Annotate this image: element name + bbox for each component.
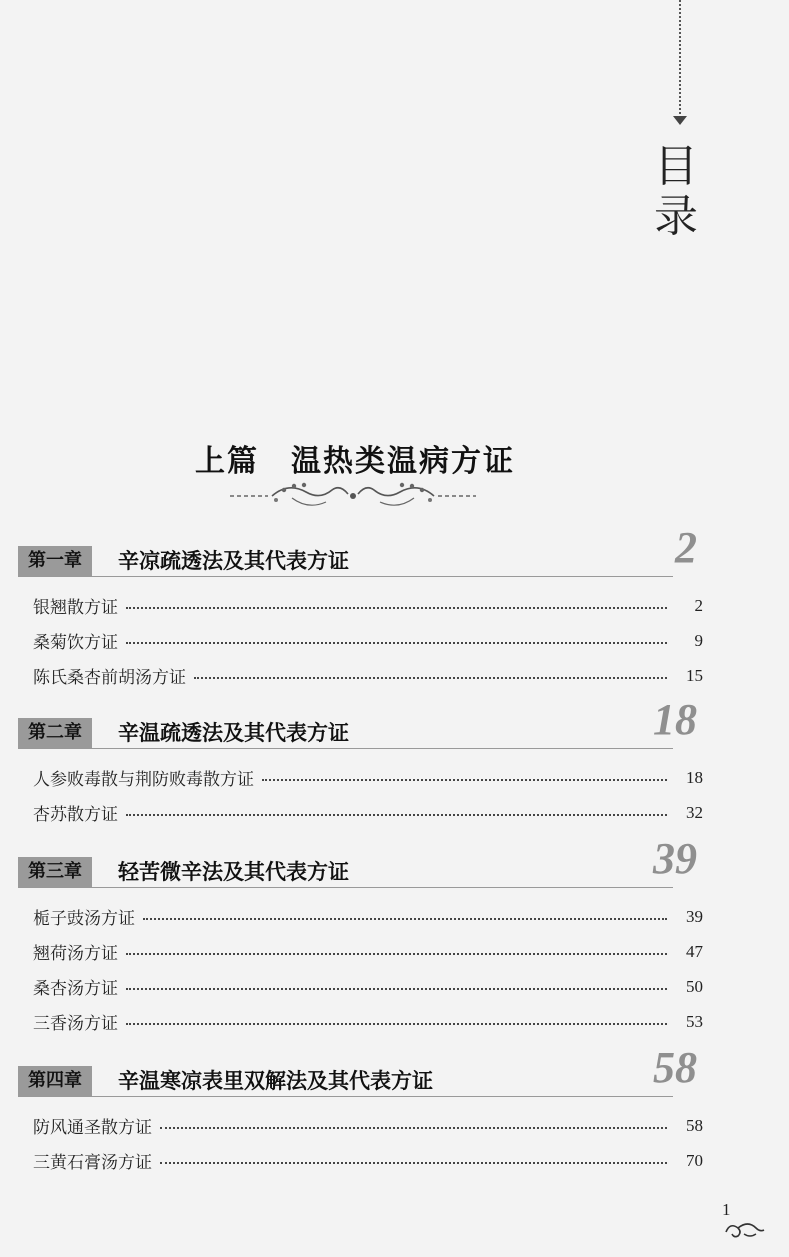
dot-leader: [126, 642, 667, 644]
entry-page: 15: [686, 665, 703, 685]
entry-page: 58: [686, 1115, 703, 1135]
chapter-2: [18, 695, 703, 830]
entry-page: 50: [686, 976, 703, 996]
entry-page: 70: [686, 1150, 703, 1170]
entry-title: 防风通圣散方证: [33, 1118, 152, 1138]
entry-title: 栀子豉汤方证: [33, 909, 135, 929]
toc-entry[interactable]: [18, 1004, 703, 1039]
entry-title: 桑菊饮方证: [33, 633, 118, 653]
entry-page: 47: [686, 941, 703, 961]
entry-list: [18, 760, 703, 830]
toc-entry[interactable]: [18, 623, 703, 658]
chapter-title: 辛温寒凉表里双解法及其代表方证: [118, 1068, 433, 1093]
chapter-title: 辛凉疏透法及其代表方证: [118, 548, 349, 573]
chapter-1: [18, 523, 703, 693]
toc-title: [650, 142, 702, 242]
entry-list: [18, 1108, 703, 1178]
toc-entry[interactable]: [18, 899, 703, 934]
entry-page: 32: [686, 802, 703, 822]
chapter-label: 第二章: [18, 718, 92, 748]
toc-entry[interactable]: [18, 795, 703, 830]
dot-leader: [194, 677, 667, 679]
part-title: 上篇 温热类温病方证: [195, 444, 515, 479]
dot-leader: [262, 779, 667, 781]
entry-title: 银翘散方证: [33, 598, 118, 618]
chapter-heading[interactable]: [18, 1043, 703, 1100]
chapter-page-number: 2: [675, 523, 697, 572]
entry-list: [18, 899, 703, 1039]
ornament-divider-icon: [228, 476, 478, 516]
entry-title: 翘荷汤方证: [33, 944, 118, 964]
entry-title: 桑杏汤方证: [33, 979, 118, 999]
chapter-heading[interactable]: [18, 834, 703, 891]
chapter-label: 第一章: [18, 546, 92, 576]
toc-entry[interactable]: [18, 934, 703, 969]
dot-leader: [126, 988, 667, 990]
chapter-rule: [18, 576, 673, 577]
dot-leader: [160, 1162, 667, 1164]
chapter-page-number: 39: [653, 834, 697, 883]
chapter-label: 第四章: [18, 1066, 92, 1096]
chapter-rule: [18, 887, 673, 888]
entry-title: 三香汤方证: [33, 1014, 118, 1034]
entry-page: 9: [694, 630, 703, 650]
toc-title-char: 录: [654, 191, 698, 242]
entry-page: 39: [686, 906, 703, 926]
swirl-ornament-icon: [722, 1218, 766, 1240]
toc-entry[interactable]: [18, 588, 703, 623]
chapter-heading[interactable]: [18, 523, 703, 580]
dot-leader: [126, 1023, 667, 1025]
entry-title: 人参败毒散与荆防败毒散方证: [33, 770, 254, 790]
toc-entry[interactable]: [18, 969, 703, 1004]
dot-leader: [126, 607, 667, 609]
chapter-title: 轻苦微辛法及其代表方证: [118, 859, 349, 884]
entry-page: 53: [686, 1011, 703, 1031]
chapter-page-number: 58: [653, 1043, 697, 1092]
entry-title: 陈氏桑杏前胡汤方证: [33, 668, 186, 688]
dot-leader: [143, 918, 667, 920]
toc-entry[interactable]: [18, 658, 703, 693]
chapter-label: 第三章: [18, 857, 92, 887]
chapter-rule: [18, 748, 673, 749]
toc-entry[interactable]: [18, 1108, 703, 1143]
entry-title: 三黄石膏汤方证: [33, 1153, 152, 1173]
entry-page: 2: [694, 595, 703, 615]
toc-entry[interactable]: [18, 760, 703, 795]
folio-page-number: 1: [722, 1200, 731, 1219]
chapter-rule: [18, 1096, 673, 1097]
vertical-dotted-line: [679, 0, 681, 118]
down-arrow-icon: [673, 116, 687, 125]
chapter-3: [18, 834, 703, 1039]
entry-title: 杏苏散方证: [33, 805, 118, 825]
toc-entry[interactable]: [18, 1143, 703, 1178]
chapter-title: 辛温疏透法及其代表方证: [118, 720, 349, 745]
toc-title-char: 目: [654, 141, 698, 192]
dot-leader: [126, 953, 667, 955]
chapter-heading[interactable]: [18, 695, 703, 752]
chapter-4: [18, 1043, 703, 1178]
entry-page: 18: [686, 767, 703, 787]
dot-leader: [160, 1127, 667, 1129]
entry-list: [18, 588, 703, 693]
dot-leader: [126, 814, 667, 816]
chapter-page-number: 18: [653, 695, 697, 744]
